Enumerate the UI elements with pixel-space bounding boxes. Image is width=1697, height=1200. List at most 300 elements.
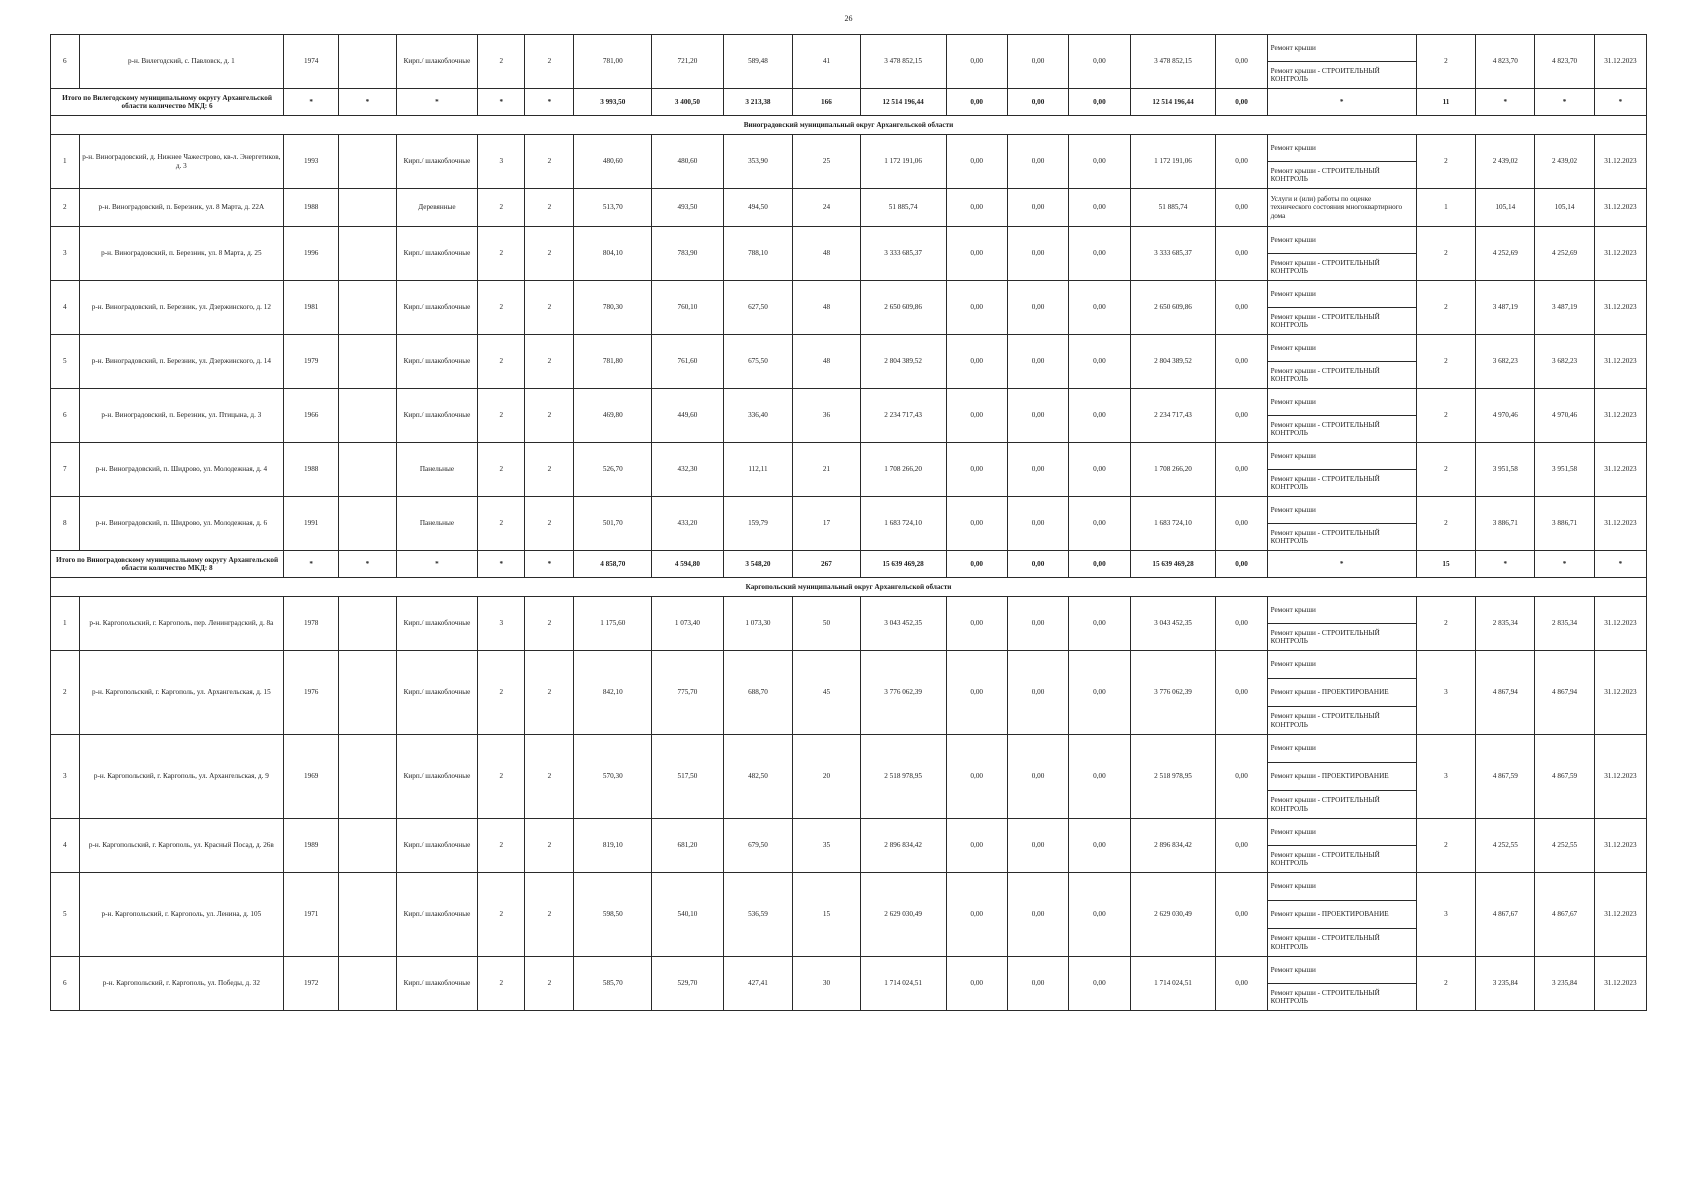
cell-fund3: 0,00 (1069, 335, 1130, 389)
cell-n: 7 (51, 443, 80, 497)
cell-c3 (339, 651, 396, 735)
cell-fund5: 0,00 (1216, 189, 1267, 227)
table-row (51, 873, 1647, 901)
cell-fund3: 0,00 (1069, 819, 1130, 873)
cell-c3 (339, 497, 396, 551)
cell-residents: 30 (793, 957, 860, 1011)
cell-floors: 2 (478, 189, 525, 227)
cell-fund4: 2 629 030,49 (1130, 873, 1216, 957)
cell-residents: 24 (793, 189, 860, 227)
cell-max-cost: 2 439,02 (1535, 135, 1594, 189)
cell-entrances: 2 (525, 389, 574, 443)
table-row (51, 135, 1647, 162)
total-cell: * (1594, 551, 1646, 578)
cell-address: р-н. Виноградовский, п. Березник, ул. Дзержинского, д. 12 (79, 281, 283, 335)
cell-residents: 45 (793, 651, 860, 735)
cell-year: 1988 (284, 189, 339, 227)
cell-works-count: 3 (1416, 651, 1475, 735)
table-row (51, 35, 1647, 62)
cell-n: 1 (51, 135, 80, 189)
cell-deadline: 31.12.2023 (1594, 735, 1646, 819)
cell-area-total: 480,60 (574, 135, 652, 189)
cell-area-premises: 760,10 (652, 281, 724, 335)
cell-fund1: 0,00 (946, 957, 1007, 1011)
table-row (51, 189, 1647, 227)
cell-work-type: Ремонт крыши (1267, 281, 1416, 308)
cell-fund5: 0,00 (1216, 873, 1267, 957)
cell-residents: 50 (793, 597, 860, 651)
cell-fund3: 0,00 (1069, 389, 1130, 443)
cell-cost-total: 3 776 062,39 (860, 651, 946, 735)
cell-max-cost: 105,14 (1535, 189, 1594, 227)
total-cell: 0,00 (1069, 89, 1130, 116)
cell-fund2: 0,00 (1007, 873, 1068, 957)
repair-program-table (50, 34, 1647, 1011)
cell-c3 (339, 443, 396, 497)
cell-fund2: 0,00 (1007, 651, 1068, 735)
cell-unit-cost: 3 235,84 (1476, 957, 1535, 1011)
cell-entrances: 2 (525, 135, 574, 189)
cell-unit-cost: 4 867,67 (1476, 873, 1535, 957)
cell-floors: 2 (478, 819, 525, 873)
cell-address: р-н. Каргопольский, г. Каргополь, пер. Ленинградский, д. 8а (79, 597, 283, 651)
cell-fund5: 0,00 (1216, 597, 1267, 651)
cell-area-total: 526,70 (574, 443, 652, 497)
cell-address: р-н. Виноградовский, д. Нижнее Чажестрово, кв-л. Энергетиков, д. 3 (79, 135, 283, 189)
cell-area-premises: 480,60 (652, 135, 724, 189)
total-cell: * (1267, 89, 1416, 116)
cell-fund2: 0,00 (1007, 735, 1068, 819)
total-cell: 3 213,38 (723, 89, 793, 116)
cell-area-total: 570,30 (574, 735, 652, 819)
cell-works-count: 3 (1416, 735, 1475, 819)
cell-work-type: Ремонт крыши (1267, 651, 1416, 679)
cell-works-count: 2 (1416, 819, 1475, 873)
cell-work-type: Ремонт крыши - ПРОЕКТИРОВАНИЕ (1267, 763, 1416, 791)
district-header: Каргопольский муниципальный округ Архангельской области (51, 578, 1647, 597)
cell-c3 (339, 735, 396, 819)
total-cell: 4 858,70 (574, 551, 652, 578)
cell-n: 6 (51, 35, 80, 89)
cell-area-living: 482,50 (723, 735, 793, 819)
table-row (51, 957, 1647, 984)
cell-fund2: 0,00 (1007, 819, 1068, 873)
cell-material: Кирп./ шлакоблочные (396, 281, 478, 335)
cell-area-living: 353,90 (723, 135, 793, 189)
cell-max-cost: 4 867,94 (1535, 651, 1594, 735)
cell-fund1: 0,00 (946, 443, 1007, 497)
cell-material: Кирп./ шлакоблочные (396, 389, 478, 443)
cell-deadline: 31.12.2023 (1594, 227, 1646, 281)
cell-fund3: 0,00 (1069, 135, 1130, 189)
cell-residents: 35 (793, 819, 860, 873)
cell-work-type: Ремонт крыши - ПРОЕКТИРОВАНИЕ (1267, 679, 1416, 707)
cell-area-premises: 529,70 (652, 957, 724, 1011)
cell-address: р-н. Вилегодский, с. Павловск, д. 1 (79, 35, 283, 89)
cell-fund3: 0,00 (1069, 189, 1130, 227)
cell-c3 (339, 873, 396, 957)
cell-cost-total: 1 714 024,51 (860, 957, 946, 1011)
district-total-row (51, 551, 1647, 578)
cell-max-cost: 4 970,46 (1535, 389, 1594, 443)
cell-work-type: Ремонт крыши - СТРОИТЕЛЬНЫЙ КОНТРОЛЬ (1267, 929, 1416, 957)
cell-fund4: 2 234 717,43 (1130, 389, 1216, 443)
cell-works-count: 2 (1416, 281, 1475, 335)
cell-year: 1974 (284, 35, 339, 89)
cell-work-type: Ремонт крыши - СТРОИТЕЛЬНЫЙ КОНТРОЛЬ (1267, 707, 1416, 735)
cell-work-type: Ремонт крыши - СТРОИТЕЛЬНЫЙ КОНТРОЛЬ (1267, 791, 1416, 819)
cell-work-type: Ремонт крыши - СТРОИТЕЛЬНЫЙ КОНТРОЛЬ (1267, 254, 1416, 281)
total-cell: 12 514 196,44 (860, 89, 946, 116)
cell-fund4: 2 896 834,42 (1130, 819, 1216, 873)
cell-area-premises: 721,20 (652, 35, 724, 89)
cell-entrances: 2 (525, 819, 574, 873)
cell-year: 1978 (284, 597, 339, 651)
cell-fund3: 0,00 (1069, 735, 1130, 819)
cell-unit-cost: 105,14 (1476, 189, 1535, 227)
cell-work-type: Ремонт крыши - СТРОИТЕЛЬНЫЙ КОНТРОЛЬ (1267, 162, 1416, 189)
cell-works-count: 2 (1416, 335, 1475, 389)
total-cell: 15 639 469,28 (860, 551, 946, 578)
total-cell: * (525, 89, 574, 116)
cell-work-type: Ремонт крыши - СТРОИТЕЛЬНЫЙ КОНТРОЛЬ (1267, 846, 1416, 873)
cell-area-living: 627,50 (723, 281, 793, 335)
cell-works-count: 2 (1416, 35, 1475, 89)
cell-c3 (339, 227, 396, 281)
cell-fund1: 0,00 (946, 35, 1007, 89)
total-cell: * (284, 89, 339, 116)
cell-fund5: 0,00 (1216, 651, 1267, 735)
cell-work-type: Ремонт крыши (1267, 335, 1416, 362)
cell-cost-total: 2 518 978,95 (860, 735, 946, 819)
cell-c3 (339, 281, 396, 335)
cell-floors: 2 (478, 873, 525, 957)
cell-cost-total: 51 885,74 (860, 189, 946, 227)
cell-area-total: 804,10 (574, 227, 652, 281)
cell-area-total: 819,10 (574, 819, 652, 873)
cell-work-type: Ремонт крыши (1267, 957, 1416, 984)
cell-deadline: 31.12.2023 (1594, 335, 1646, 389)
cell-residents: 48 (793, 281, 860, 335)
cell-n: 6 (51, 389, 80, 443)
cell-fund4: 3 043 452,35 (1130, 597, 1216, 651)
total-label: Итого по Вилегодскому муниципальному округу Архангельской области количество МКД: 6 (51, 89, 284, 116)
cell-fund1: 0,00 (946, 873, 1007, 957)
cell-address: р-н. Виноградовский, п. Березник, ул. Птицына, д. 3 (79, 389, 283, 443)
cell-area-total: 585,70 (574, 957, 652, 1011)
cell-deadline: 31.12.2023 (1594, 35, 1646, 89)
cell-area-total: 469,80 (574, 389, 652, 443)
district-header-row (51, 578, 1647, 597)
cell-work-type: Ремонт крыши (1267, 873, 1416, 901)
cell-n: 1 (51, 597, 80, 651)
cell-area-premises: 449,60 (652, 389, 724, 443)
cell-cost-total: 2 804 389,52 (860, 335, 946, 389)
total-cell: * (1594, 89, 1646, 116)
cell-work-type: Ремонт крыши - СТРОИТЕЛЬНЫЙ КОНТРОЛЬ (1267, 984, 1416, 1011)
total-cell: 0,00 (1216, 551, 1267, 578)
district-total-row (51, 89, 1647, 116)
total-cell: 12 514 196,44 (1130, 89, 1216, 116)
cell-area-living: 675,50 (723, 335, 793, 389)
total-cell: 0,00 (946, 89, 1007, 116)
total-cell: 0,00 (1216, 89, 1267, 116)
table-row (51, 651, 1647, 679)
cell-max-cost: 4 252,55 (1535, 819, 1594, 873)
cell-work-type: Ремонт крыши - СТРОИТЕЛЬНЫЙ КОНТРОЛЬ (1267, 362, 1416, 389)
total-cell: * (1267, 551, 1416, 578)
cell-fund5: 0,00 (1216, 389, 1267, 443)
cell-material: Кирп./ шлакоблочные (396, 651, 478, 735)
cell-floors: 2 (478, 281, 525, 335)
cell-fund2: 0,00 (1007, 335, 1068, 389)
cell-unit-cost: 2 439,02 (1476, 135, 1535, 189)
cell-fund5: 0,00 (1216, 281, 1267, 335)
cell-entrances: 2 (525, 597, 574, 651)
cell-entrances: 2 (525, 873, 574, 957)
cell-work-type: Ремонт крыши (1267, 819, 1416, 846)
cell-unit-cost: 4 252,69 (1476, 227, 1535, 281)
cell-n: 4 (51, 281, 80, 335)
cell-fund3: 0,00 (1069, 35, 1130, 89)
cell-fund1: 0,00 (946, 819, 1007, 873)
table-row (51, 819, 1647, 846)
cell-address: р-н. Виноградовский, п. Шидрово, ул. Молодежная, д. 4 (79, 443, 283, 497)
cell-fund4: 3 776 062,39 (1130, 651, 1216, 735)
cell-n: 6 (51, 957, 80, 1011)
district-header-row (51, 116, 1647, 135)
cell-c3 (339, 389, 396, 443)
cell-address: р-н. Каргопольский, г. Каргополь, ул. Архангельская, д. 9 (79, 735, 283, 819)
cell-year: 1991 (284, 497, 339, 551)
table-row (51, 735, 1647, 763)
cell-area-living: 112,11 (723, 443, 793, 497)
cell-material: Деревянные (396, 189, 478, 227)
cell-fund2: 0,00 (1007, 597, 1068, 651)
cell-year: 1969 (284, 735, 339, 819)
cell-c3 (339, 35, 396, 89)
cell-entrances: 2 (525, 443, 574, 497)
cell-fund4: 3 333 685,37 (1130, 227, 1216, 281)
cell-area-living: 788,10 (723, 227, 793, 281)
cell-material: Кирп./ шлакоблочные (396, 335, 478, 389)
cell-material: Панельные (396, 443, 478, 497)
cell-works-count: 2 (1416, 597, 1475, 651)
cell-work-type: Ремонт крыши - СТРОИТЕЛЬНЫЙ КОНТРОЛЬ (1267, 308, 1416, 335)
cell-year: 1972 (284, 957, 339, 1011)
cell-fund4: 3 478 852,15 (1130, 35, 1216, 89)
cell-works-count: 2 (1416, 443, 1475, 497)
cell-address: р-н. Каргопольский, г. Каргополь, ул. Красный Посад, д. 26в (79, 819, 283, 873)
total-cell: * (478, 89, 525, 116)
cell-fund1: 0,00 (946, 335, 1007, 389)
cell-fund5: 0,00 (1216, 35, 1267, 89)
cell-fund5: 0,00 (1216, 957, 1267, 1011)
cell-year: 1976 (284, 651, 339, 735)
cell-fund5: 0,00 (1216, 819, 1267, 873)
cell-entrances: 2 (525, 281, 574, 335)
cell-year: 1979 (284, 335, 339, 389)
cell-unit-cost: 4 867,59 (1476, 735, 1535, 819)
cell-floors: 2 (478, 957, 525, 1011)
cell-cost-total: 1 683 724,10 (860, 497, 946, 551)
cell-fund1: 0,00 (946, 735, 1007, 819)
cell-entrances: 2 (525, 335, 574, 389)
cell-work-type: Ремонт крыши (1267, 735, 1416, 763)
cell-deadline: 31.12.2023 (1594, 443, 1646, 497)
total-label: Итого по Виноградовскому муниципальному округу Архангельской области количество МКД: 8 (51, 551, 284, 578)
cell-year: 1981 (284, 281, 339, 335)
cell-material: Кирп./ шлакоблочные (396, 873, 478, 957)
cell-works-count: 2 (1416, 957, 1475, 1011)
cell-c3 (339, 819, 396, 873)
total-cell: * (339, 89, 396, 116)
cell-fund5: 0,00 (1216, 443, 1267, 497)
cell-year: 1971 (284, 873, 339, 957)
cell-area-total: 1 175,60 (574, 597, 652, 651)
cell-material: Панельные (396, 497, 478, 551)
cell-address: р-н. Каргопольский, г. Каргополь, ул. Архангельская, д. 15 (79, 651, 283, 735)
cell-work-type: Ремонт крыши (1267, 35, 1416, 62)
cell-fund3: 0,00 (1069, 227, 1130, 281)
cell-fund2: 0,00 (1007, 443, 1068, 497)
cell-cost-total: 3 333 685,37 (860, 227, 946, 281)
total-cell: 0,00 (1007, 551, 1068, 578)
cell-fund1: 0,00 (946, 227, 1007, 281)
cell-residents: 15 (793, 873, 860, 957)
cell-deadline: 31.12.2023 (1594, 819, 1646, 873)
cell-fund2: 0,00 (1007, 227, 1068, 281)
cell-work-type: Ремонт крыши (1267, 497, 1416, 524)
cell-works-count: 1 (1416, 189, 1475, 227)
cell-cost-total: 3 043 452,35 (860, 597, 946, 651)
cell-address: р-н. Виноградовский, п. Березник, ул. Дзержинского, д. 14 (79, 335, 283, 389)
cell-n: 3 (51, 227, 80, 281)
cell-floors: 3 (478, 597, 525, 651)
cell-fund2: 0,00 (1007, 135, 1068, 189)
cell-max-cost: 4 823,70 (1535, 35, 1594, 89)
total-cell: * (1476, 551, 1535, 578)
cell-material: Кирп./ шлакоблочные (396, 35, 478, 89)
total-cell: 267 (793, 551, 860, 578)
cell-area-premises: 517,50 (652, 735, 724, 819)
cell-n: 3 (51, 735, 80, 819)
cell-address: р-н. Каргопольский, г. Каргополь, ул. Победы, д. 32 (79, 957, 283, 1011)
cell-works-count: 2 (1416, 497, 1475, 551)
cell-address: р-н. Виноградовский, п. Шидрово, ул. Молодежная, д. 6 (79, 497, 283, 551)
cell-area-premises: 775,70 (652, 651, 724, 735)
cell-cost-total: 2 650 609,86 (860, 281, 946, 335)
total-cell: * (1535, 551, 1594, 578)
cell-fund4: 1 172 191,06 (1130, 135, 1216, 189)
cell-residents: 48 (793, 335, 860, 389)
table-row (51, 335, 1647, 362)
cell-year: 1993 (284, 135, 339, 189)
cell-deadline: 31.12.2023 (1594, 597, 1646, 651)
cell-fund3: 0,00 (1069, 281, 1130, 335)
cell-work-type: Ремонт крыши (1267, 389, 1416, 416)
total-cell: * (396, 551, 478, 578)
cell-address: р-н. Каргопольский, г. Каргополь, ул. Ленина, д. 105 (79, 873, 283, 957)
cell-n: 8 (51, 497, 80, 551)
cell-residents: 48 (793, 227, 860, 281)
total-cell: 3 993,50 (574, 89, 652, 116)
cell-floors: 2 (478, 35, 525, 89)
cell-floors: 2 (478, 497, 525, 551)
total-cell: 166 (793, 89, 860, 116)
cell-n: 4 (51, 819, 80, 873)
cell-fund1: 0,00 (946, 135, 1007, 189)
cell-works-count: 3 (1416, 873, 1475, 957)
cell-area-total: 780,30 (574, 281, 652, 335)
cell-n: 5 (51, 335, 80, 389)
cell-address: р-н. Виноградовский, п. Березник, ул. 8 Марта, д. 22А (79, 189, 283, 227)
cell-residents: 20 (793, 735, 860, 819)
cell-area-total: 781,80 (574, 335, 652, 389)
cell-floors: 2 (478, 227, 525, 281)
cell-work-type: Ремонт крыши (1267, 443, 1416, 470)
cell-unit-cost: 4 252,55 (1476, 819, 1535, 873)
table-row (51, 227, 1647, 254)
cell-entrances: 2 (525, 189, 574, 227)
cell-fund4: 2 650 609,86 (1130, 281, 1216, 335)
total-cell: 0,00 (1069, 551, 1130, 578)
cell-works-count: 2 (1416, 389, 1475, 443)
total-cell: * (339, 551, 396, 578)
cell-c3 (339, 335, 396, 389)
cell-area-living: 589,48 (723, 35, 793, 89)
cell-fund4: 1 714 024,51 (1130, 957, 1216, 1011)
cell-fund1: 0,00 (946, 497, 1007, 551)
cell-max-cost: 4 252,69 (1535, 227, 1594, 281)
cell-work-type: Ремонт крыши - СТРОИТЕЛЬНЫЙ КОНТРОЛЬ (1267, 624, 1416, 651)
cell-area-total: 513,70 (574, 189, 652, 227)
cell-area-total: 598,50 (574, 873, 652, 957)
cell-fund4: 2 804 389,52 (1130, 335, 1216, 389)
cell-unit-cost: 4 970,46 (1476, 389, 1535, 443)
cell-area-premises: 761,60 (652, 335, 724, 389)
cell-fund2: 0,00 (1007, 389, 1068, 443)
total-cell: 15 639 469,28 (1130, 551, 1216, 578)
cell-fund2: 0,00 (1007, 189, 1068, 227)
cell-area-premises: 783,90 (652, 227, 724, 281)
cell-unit-cost: 4 867,94 (1476, 651, 1535, 735)
cell-max-cost: 3 235,84 (1535, 957, 1594, 1011)
cell-fund4: 51 885,74 (1130, 189, 1216, 227)
cell-work-type: Ремонт крыши (1267, 227, 1416, 254)
total-cell: 15 (1416, 551, 1475, 578)
table-row (51, 497, 1647, 524)
cell-fund4: 1 708 266,20 (1130, 443, 1216, 497)
cell-unit-cost: 3 886,71 (1476, 497, 1535, 551)
cell-c3 (339, 135, 396, 189)
cell-floors: 2 (478, 335, 525, 389)
cell-work-type: Ремонт крыши (1267, 135, 1416, 162)
cell-area-premises: 432,30 (652, 443, 724, 497)
cell-cost-total: 1 172 191,06 (860, 135, 946, 189)
total-cell: * (525, 551, 574, 578)
cell-fund3: 0,00 (1069, 873, 1130, 957)
cell-max-cost: 3 487,19 (1535, 281, 1594, 335)
cell-fund5: 0,00 (1216, 227, 1267, 281)
cell-area-premises: 433,20 (652, 497, 724, 551)
cell-work-type: Ремонт крыши - СТРОИТЕЛЬНЫЙ КОНТРОЛЬ (1267, 416, 1416, 443)
table-row (51, 443, 1647, 470)
cell-fund2: 0,00 (1007, 35, 1068, 89)
cell-area-living: 159,79 (723, 497, 793, 551)
cell-fund5: 0,00 (1216, 135, 1267, 189)
cell-deadline: 31.12.2023 (1594, 389, 1646, 443)
